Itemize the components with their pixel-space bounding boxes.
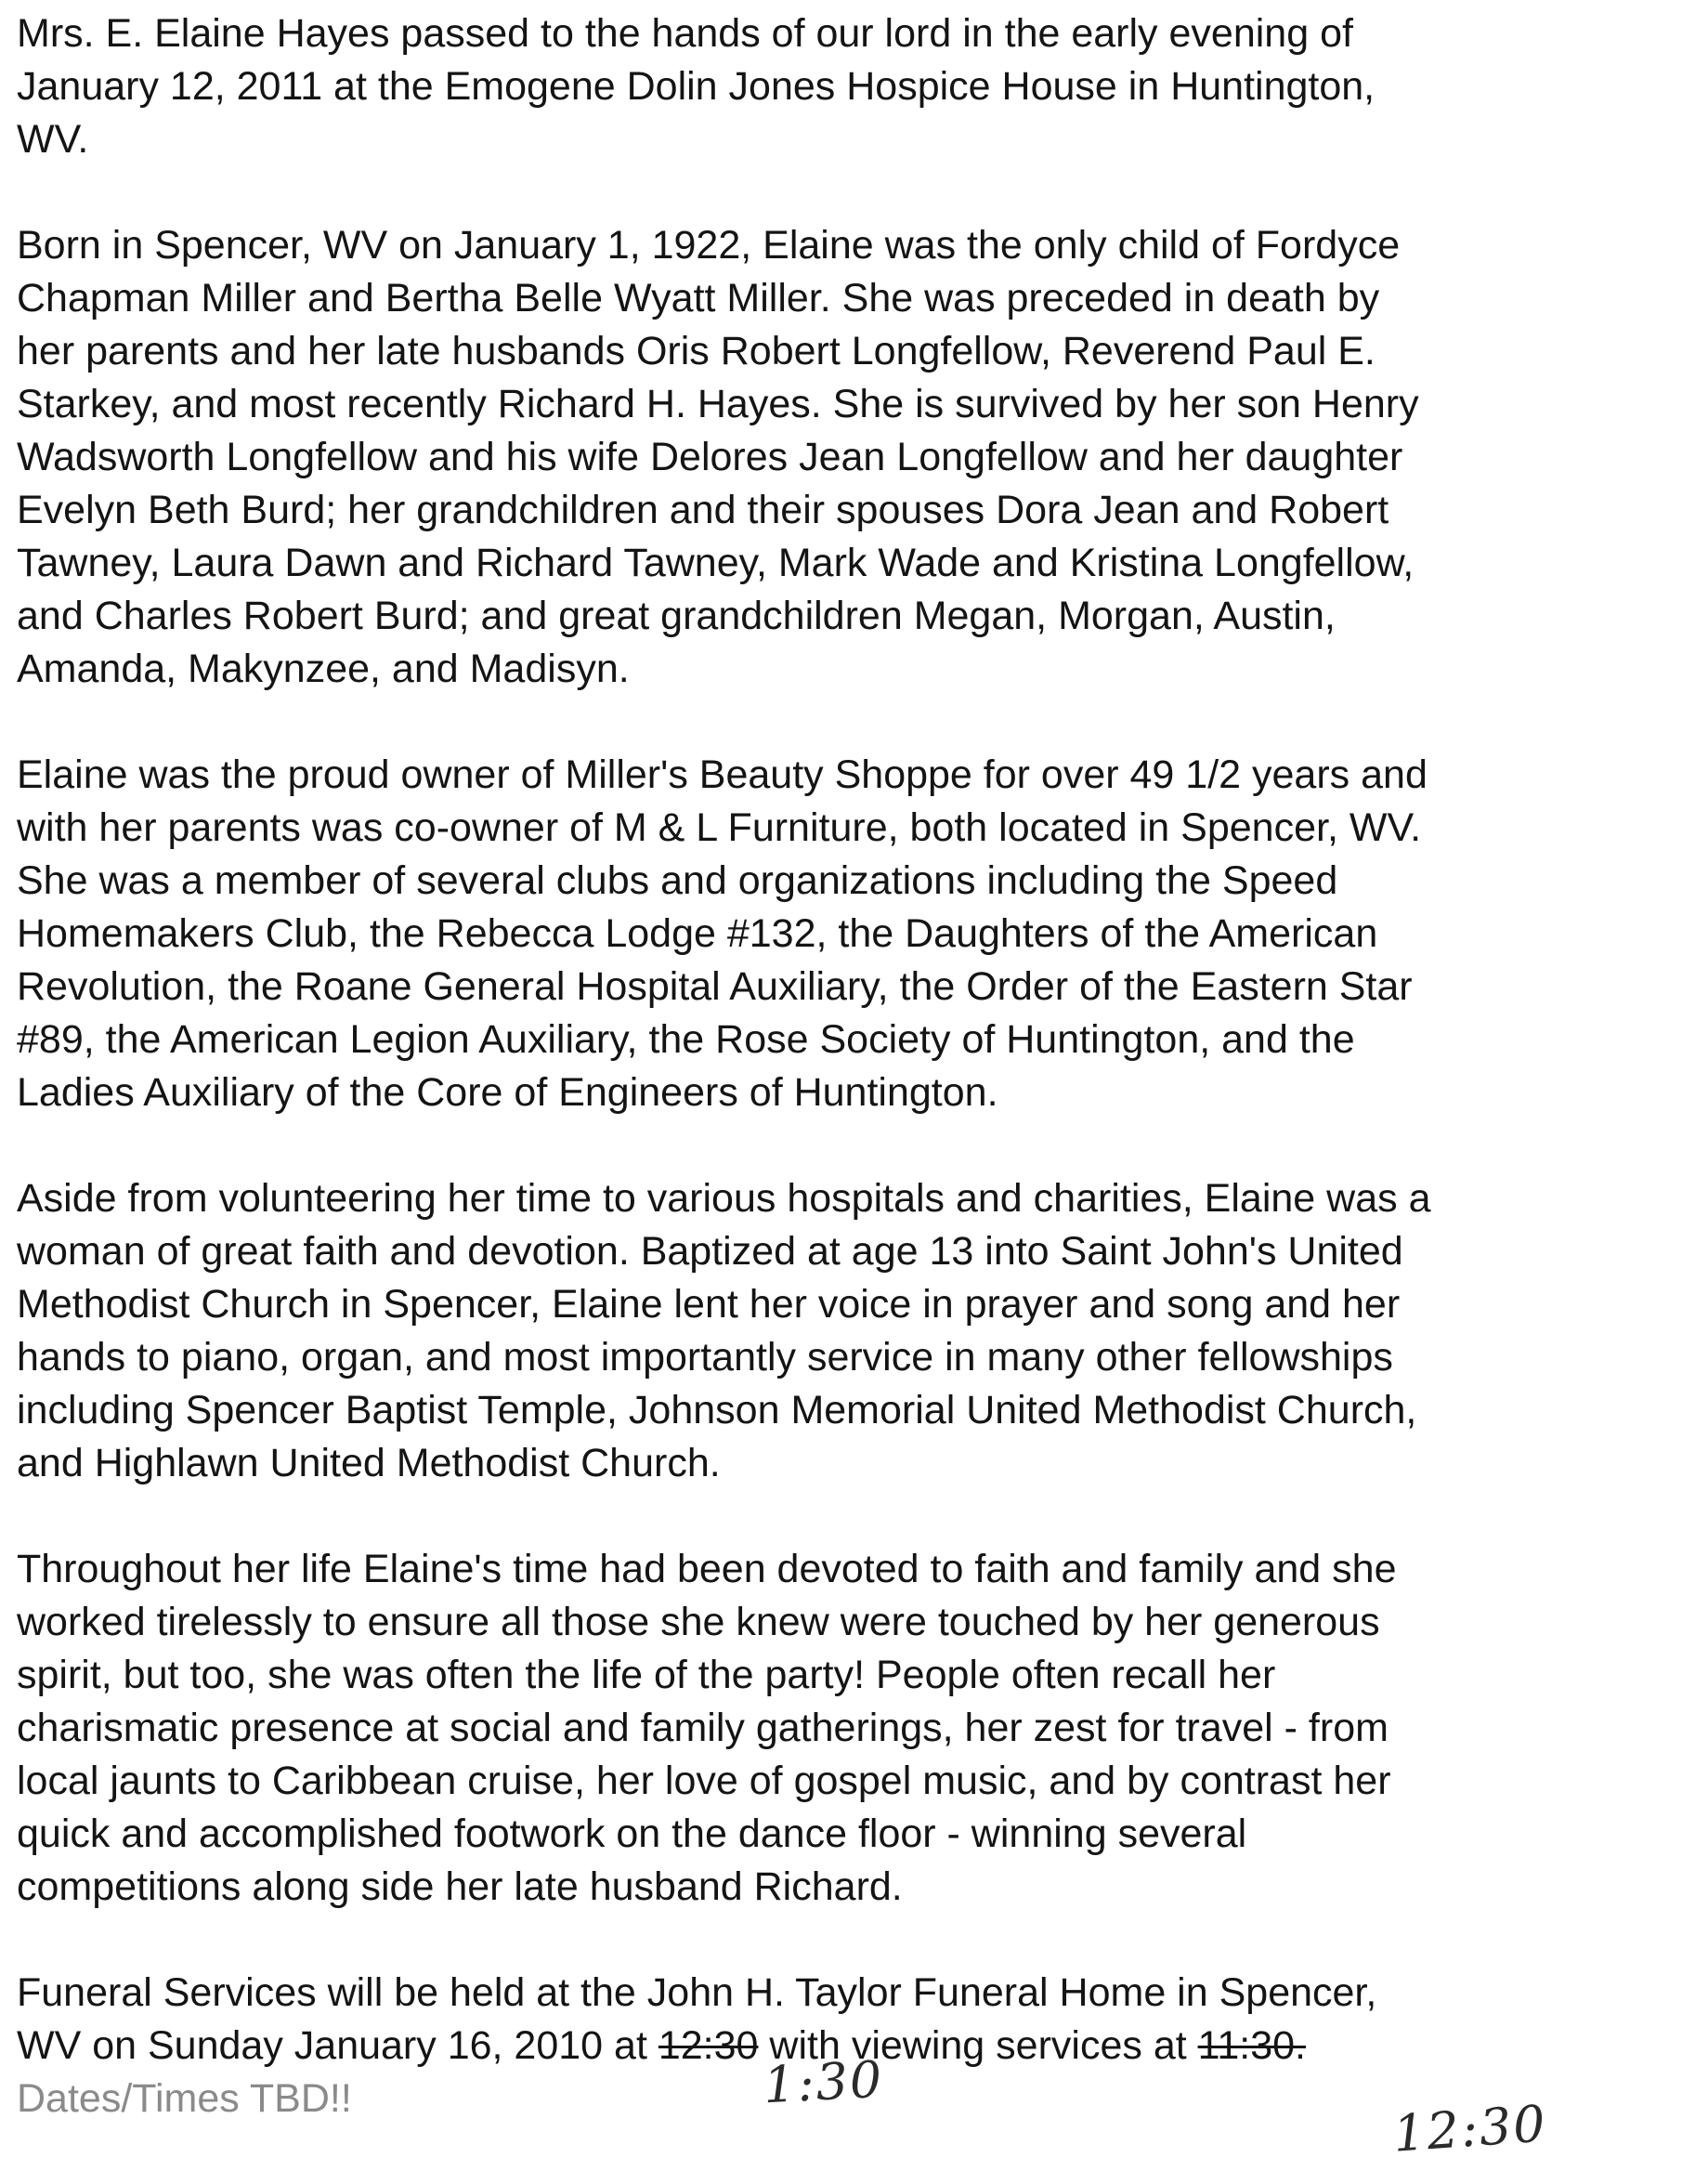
text-line: spirit, but too, she was often the life of the party! People often recall her bbox=[17, 1653, 1276, 1697]
text-line: local jaunts to Caribbean cruise, her love of gospel music, and by contrast her bbox=[17, 1759, 1391, 1803]
text-line: with her parents was co-owner of M & L Furniture, both located in Spencer, WV. bbox=[17, 805, 1422, 850]
text-line: Mrs. E. Elaine Hayes passed to the hands of our lord in the early evening of bbox=[17, 11, 1353, 56]
text-line: Tawney, Laura Dawn and Richard Tawney, Mark Wade and Kristina Longfellow, bbox=[17, 541, 1415, 585]
text-line: Throughout her life Elaine's time had been devoted to faith and family and she bbox=[17, 1547, 1397, 1591]
text-fragment: with viewing services at bbox=[758, 2023, 1198, 2068]
paragraph-family bbox=[17, 219, 1670, 696]
text-line: woman of great faith and devotion. Baptized at age 13 into Saint John's United bbox=[17, 1229, 1403, 1274]
text-line: Funeral Services will be held at the John H. Taylor Funeral Home in Spencer, bbox=[17, 1970, 1377, 2015]
text-line: Elaine was the proud owner of Miller's Beauty Shoppe for over 49 1/2 years and bbox=[17, 752, 1428, 797]
text-line: Ladies Auxiliary of the Core of Engineers of Huntington. bbox=[17, 1070, 998, 1115]
text-line: worked tirelessly to ensure all those she knew were touched by her generous bbox=[17, 1600, 1380, 1644]
text-line: Methodist Church in Spencer, Elaine lent her voice in prayer and song and her bbox=[17, 1282, 1401, 1327]
text-line: January 12, 2011 at the Emogene Dolin Jones Hospice House in Huntington, bbox=[17, 64, 1376, 109]
paragraph-business-and-clubs bbox=[17, 749, 1670, 1119]
text-line: Amanda, Makynzee, and Madisyn. bbox=[17, 647, 630, 691]
text-line: and Highlawn United Methodist Church. bbox=[17, 1441, 721, 1485]
text-line: charismatic presence at social and family gatherings, her zest for travel - from bbox=[17, 1706, 1389, 1750]
paragraph-passing bbox=[17, 7, 1670, 166]
text-line: including Spencer Baptist Temple, Johnson Memorial United Methodist Church, bbox=[17, 1388, 1417, 1432]
text-line: She was a member of several clubs and organizations including the Speed bbox=[17, 858, 1338, 903]
text-line: Born in Spencer, WV on January 1, 1922, Elaine was the only child of Fordyce bbox=[17, 223, 1401, 268]
text-line: #89, the American Legion Auxiliary, the Rose Society of Huntington, and the bbox=[17, 1017, 1355, 1062]
text-line: hands to piano, organ, and most importantly service in many other fellowships bbox=[17, 1335, 1393, 1380]
text-line: Wadsworth Longfellow and his wife Delores Jean Longfellow and her daughter bbox=[17, 435, 1403, 479]
text-line: Evelyn Beth Burd; her grandchildren and their spouses Dora Jean and Robert bbox=[17, 488, 1389, 532]
struck-service-time: 12:30 bbox=[658, 2023, 759, 2068]
text-line: Aside from volunteering her time to various hospitals and charities, Elaine was a bbox=[17, 1176, 1431, 1221]
obituary-text bbox=[17, 7, 1670, 2125]
text-line: Chapman Miller and Bertha Belle Wyatt Miller. She was preceded in death by bbox=[17, 276, 1380, 320]
text-line: her parents and her late husbands Oris Robert Longfellow, Reverend Paul E. bbox=[17, 329, 1376, 373]
text-line: Revolution, the Roane General Hospital Auxiliary, the Order of the Eastern Star bbox=[17, 964, 1413, 1009]
text-fragment: WV on Sunday January 16, 2010 at bbox=[17, 2023, 658, 2068]
handwritten-service-time-correction: 1:30 bbox=[762, 2049, 885, 2115]
paragraph-life bbox=[17, 1543, 1670, 1914]
text-line: WV. bbox=[17, 117, 89, 162]
text-line: competitions along side her late husband Richard. bbox=[17, 1864, 903, 1909]
struck-viewing-time: 11:30. bbox=[1197, 2023, 1306, 2068]
text-line: and Charles Robert Burd; and great grandchildren Megan, Morgan, Austin, bbox=[17, 594, 1336, 638]
text-line: Homemakers Club, the Rebecca Lodge #132, the Daughters of the American bbox=[17, 911, 1378, 956]
tbd-note: Dates/Times TBD!! bbox=[17, 2076, 352, 2121]
paragraph-faith bbox=[17, 1172, 1670, 1490]
handwritten-viewing-time-correction: 12:30 bbox=[1390, 2094, 1549, 2164]
text-line: quick and accomplished footwork on the dance floor - winning several bbox=[17, 1811, 1247, 1856]
text-line: Starkey, and most recently Richard H. Hayes. She is survived by her son Henry bbox=[17, 382, 1419, 426]
